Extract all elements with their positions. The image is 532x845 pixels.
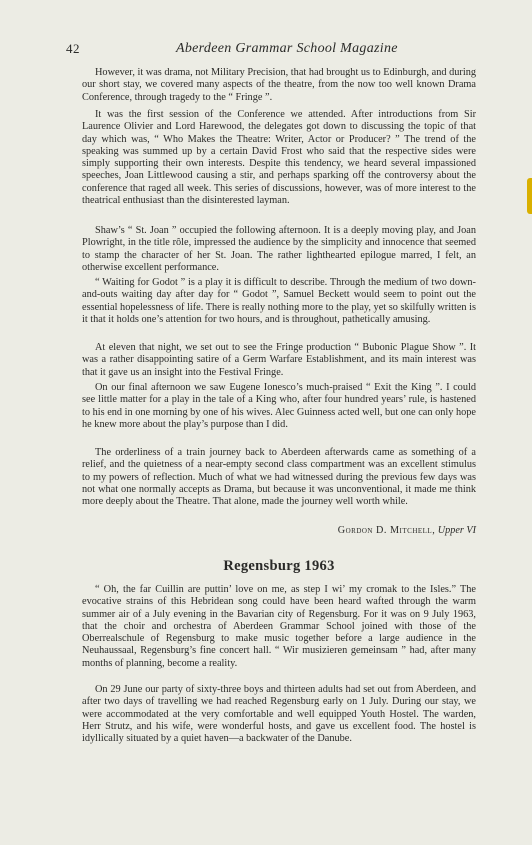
page-edge-marker [527,178,532,214]
paragraph: “ Oh, the far Cuillin are puttin’ love on me, as step I wi’ my cromak to the Isles.” The evocative strains of this Hebridean song could have been heard wafted through the warm summer air of a July evening in the Bavarian city of Regensburg. For it was on 9 July 1963, that the choir and orchestra of Aberdeen Grammar School joined with those of the Oberrealschule of Regensburg to make music together before a large audience in the Neuhaussaal, Regensburg’s fine concert hall. “ Wir musizieren gemeinsam ” had, after many months of planning, become a reality. [82,584,476,669]
author-form: Upper VI [437,525,476,536]
paragraph: At eleven that night, we set out to see the Fringe production “ Bubonic Plague Show ”. It was a rather disappointing satire of a Germ Warfare Establishment, and its main interest was that it gave us an insight into the Festival Fringe. [82,342,476,378]
paragraph: However, it was drama, not Military Precision, that had brought us to Edinburgh, and during our short stay, we covered many aspects of the theatre, from the now too well known Drama Conference, through tragedy to the “ Fringe ”. [82,67,476,103]
paragraph: Shaw’s “ St. Joan ” occupied the following afternoon. It is a deeply moving play, and Joan Plowright, in the title rôle, impressed the audience by the simplicity and innocence that seemed to stamp the character of her St. Joan. The rather lighthearted epilogue marred, I felt, an otherwise excellent performance. [82,225,476,273]
paragraph: The orderliness of a train journey back to Aberdeen afterwards came as something of a relief, and the quietness of a near-empty second class compartment was an excellent stimulus to my powers of reflection. Much of what we had witnessed during the previous few days was not what one normally accepts as Drama, but because it was unconventional, it made me think more deeply about the Theatre. That alone, made the journey well worth while. [82,447,476,508]
paragraph: On 29 June our party of sixty-three boys and thirteen adults had set out from Aberdeen, and after two days of travelling we had reached Regensburg early on 1 July. During our stay, we were accommodated at the very comfortable and well equipped Youth Hostel. The warden, Herr Strutz, and his wife, were wonderful hosts, and gave us excellent food. The hostel is idyllically situated by a quiet haven—a backwater of the Danube. [82,684,476,745]
running-title: Aberdeen Grammar School Magazine [176,41,398,56]
author-name: Gordon D. Mitchell, [337,525,436,536]
paragraph: It was the first session of the Conference we attended. After introductions from Sir Laurence Olivier and Lord Harewood, the delegates got down to discussing the topic of that day which was, “ Who Makes the Theatre: Writer, Actor or Producer? ” The trend of the speaking was summed up by a certain David Frost who said that the respective sides were simply supporting their own interests. Despite this tendency, we heard several impassioned speeches, Joan Littlewood causing a stir, and perhaps sparking off the controversy about the conference that raged all week. This series of discussions, however, was of more interest to the theatrical enthusiast than the disinterested layman. [82,109,476,207]
page-header [66,41,486,61]
page-number: 42 [66,41,80,56]
author-signature [82,525,476,537]
paragraph: On our final afternoon we saw Eugene Ionesco’s much-praised “ Exit the King ”. I could see little matter for a play in the tale of a King who, after four hundred years’ rule, is hastened to his end in one morning by one of his wives. Alec Guinness acted well, but one can only hope he knew more about the play’s purpose than I did. [82,382,476,430]
paragraph: “ Waiting for Godot ” is a play it is difficult to describe. Through the medium of two down-and-outs waiting day after day for “ Godot ”, Samuel Beckett would seem to point out the essential hopelessness of life. There is really nothing more to the play, yet so skilfully written is it that it holds one’s attention for two hours, and is throughout, pathetically amusing. [82,277,476,325]
article-title: Regensburg 1963 [223,558,335,574]
